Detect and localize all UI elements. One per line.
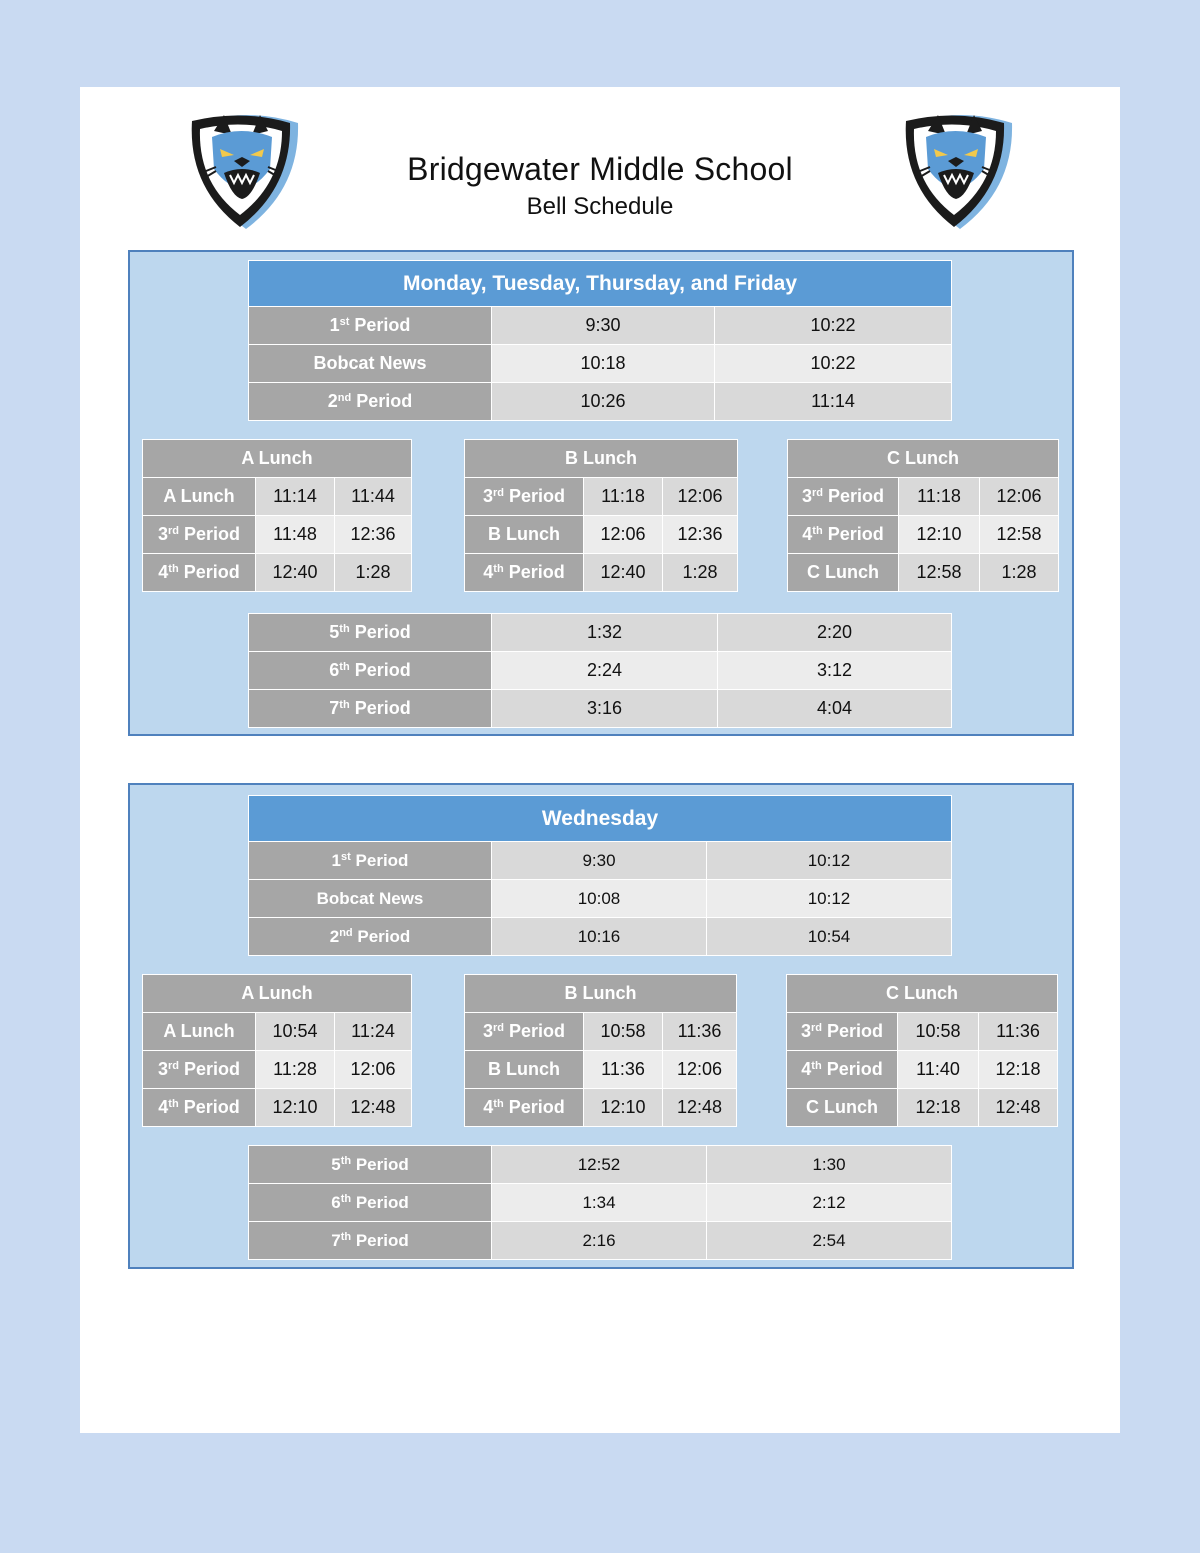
period-label: 5th Period	[249, 1146, 492, 1184]
b-lunch-table	[464, 439, 738, 592]
start-time: 11:14	[256, 478, 335, 516]
period-label: 5th Period	[249, 614, 492, 652]
start-time: 3:16	[492, 690, 718, 728]
period-label: A Lunch	[143, 478, 256, 516]
start-time: 10:16	[492, 918, 707, 956]
table-row	[465, 1013, 737, 1051]
end-time: 10:12	[707, 880, 952, 918]
start-time: 12:10	[584, 1089, 663, 1127]
morning-table	[248, 260, 952, 421]
start-time: 10:26	[492, 383, 715, 421]
table-row	[787, 1013, 1058, 1051]
schedule-section-wednesday	[128, 783, 1074, 1269]
start-time: 10:54	[256, 1013, 335, 1051]
end-time: 12:06	[663, 1051, 737, 1089]
period-label: 6th Period	[249, 1184, 492, 1222]
start-time: 12:52	[492, 1146, 707, 1184]
table-row	[465, 554, 738, 592]
end-time: 10:22	[715, 307, 952, 345]
bobcat-shield-icon	[900, 109, 1020, 233]
start-time: 12:40	[584, 554, 663, 592]
period-label: 3rd Period	[787, 1013, 898, 1051]
end-time: 11:36	[979, 1013, 1058, 1051]
schedule-page	[80, 87, 1120, 1433]
period-label: 4th Period	[465, 1089, 584, 1127]
table-row	[249, 614, 952, 652]
period-label: 3rd Period	[143, 1051, 256, 1089]
c-lunch-table	[786, 974, 1058, 1127]
start-time: 9:30	[492, 307, 715, 345]
period-label: Bobcat News	[249, 880, 492, 918]
start-time: 12:10	[256, 1089, 335, 1127]
start-time: 12:06	[584, 516, 663, 554]
c-lunch-table	[787, 439, 1059, 592]
table-row	[249, 842, 952, 880]
period-label: 2nd Period	[249, 383, 492, 421]
table-row	[249, 1222, 952, 1260]
start-time: 11:40	[898, 1051, 979, 1089]
period-label: 1st Period	[249, 842, 492, 880]
period-label: 7th Period	[249, 1222, 492, 1260]
end-time: 2:54	[707, 1222, 952, 1260]
start-time: 12:10	[899, 516, 980, 554]
table-row	[788, 478, 1059, 516]
period-label: 4th Period	[465, 554, 584, 592]
lunch-header: A Lunch	[143, 440, 412, 478]
end-time: 2:12	[707, 1184, 952, 1222]
table-row	[249, 918, 952, 956]
end-time: 11:24	[335, 1013, 412, 1051]
period-label: B Lunch	[465, 1051, 584, 1089]
end-time: 12:48	[335, 1089, 412, 1127]
morning-table	[248, 795, 952, 956]
end-time: 12:48	[979, 1089, 1058, 1127]
end-time: 10:22	[715, 345, 952, 383]
schedule-subtitle: Bell Schedule	[526, 193, 674, 220]
start-time: 11:36	[584, 1051, 663, 1089]
table-row	[788, 554, 1059, 592]
afternoon-table	[248, 1145, 952, 1260]
start-time: 12:58	[899, 554, 980, 592]
table-row	[249, 345, 952, 383]
start-time: 10:58	[898, 1013, 979, 1051]
period-label: C Lunch	[787, 1089, 898, 1127]
table-row	[143, 516, 412, 554]
period-label: 3rd Period	[465, 478, 584, 516]
end-time: 1:30	[707, 1146, 952, 1184]
table-row	[143, 1013, 412, 1051]
period-label: 4th Period	[143, 1089, 256, 1127]
lunch-header: B Lunch	[465, 440, 738, 478]
afternoon-table	[248, 613, 952, 728]
start-time: 11:28	[256, 1051, 335, 1089]
schedule-day-header: Wednesday	[249, 796, 952, 842]
table-row	[143, 554, 412, 592]
end-time: 10:12	[707, 842, 952, 880]
end-time: 4:04	[718, 690, 952, 728]
table-row	[787, 1051, 1058, 1089]
end-time: 12:18	[979, 1051, 1058, 1089]
school-title: Bridgewater Middle School	[407, 151, 793, 187]
period-label: 4th Period	[143, 554, 256, 592]
start-time: 1:34	[492, 1184, 707, 1222]
lunch-header: A Lunch	[143, 975, 412, 1013]
start-time: 9:30	[492, 842, 707, 880]
end-time: 1:28	[335, 554, 412, 592]
end-time: 12:06	[335, 1051, 412, 1089]
end-time: 12:36	[663, 516, 738, 554]
table-row	[249, 1184, 952, 1222]
end-time: 12:06	[980, 478, 1059, 516]
table-row	[249, 690, 952, 728]
a-lunch-table	[142, 439, 412, 592]
start-time: 11:18	[584, 478, 663, 516]
start-time: 11:48	[256, 516, 335, 554]
period-label: 2nd Period	[249, 918, 492, 956]
period-label: 6th Period	[249, 652, 492, 690]
end-time: 1:28	[980, 554, 1059, 592]
table-row	[249, 652, 952, 690]
end-time: 3:12	[718, 652, 952, 690]
end-time: 1:28	[663, 554, 738, 592]
schedule-section-regular	[128, 250, 1074, 736]
table-row	[143, 478, 412, 516]
start-time: 11:18	[899, 478, 980, 516]
a-lunch-table	[142, 974, 412, 1127]
end-time: 12:58	[980, 516, 1059, 554]
bobcat-logo-right	[900, 109, 1020, 233]
period-label: 3rd Period	[788, 478, 899, 516]
table-row	[465, 1051, 737, 1089]
table-row	[465, 516, 738, 554]
period-label: 4th Period	[788, 516, 899, 554]
start-time: 10:58	[584, 1013, 663, 1051]
table-row	[249, 383, 952, 421]
end-time: 12:36	[335, 516, 412, 554]
lunch-header: C Lunch	[787, 975, 1058, 1013]
table-row	[787, 1089, 1058, 1127]
lunch-header: C Lunch	[788, 440, 1059, 478]
table-row	[249, 880, 952, 918]
table-row	[249, 307, 952, 345]
period-label: 4th Period	[787, 1051, 898, 1089]
table-row	[788, 516, 1059, 554]
b-lunch-table	[464, 974, 737, 1127]
period-label: 1st Period	[249, 307, 492, 345]
table-row	[143, 1051, 412, 1089]
table-row	[465, 1089, 737, 1127]
end-time: 2:20	[718, 614, 952, 652]
period-label: 7th Period	[249, 690, 492, 728]
end-time: 12:06	[663, 478, 738, 516]
period-label: 3rd Period	[143, 516, 256, 554]
start-time: 12:40	[256, 554, 335, 592]
schedule-day-header: Monday, Tuesday, Thursday, and Friday	[249, 261, 952, 307]
start-time: 10:18	[492, 345, 715, 383]
period-label: C Lunch	[788, 554, 899, 592]
period-label: B Lunch	[465, 516, 584, 554]
start-time: 12:18	[898, 1089, 979, 1127]
start-time: 2:16	[492, 1222, 707, 1260]
period-label: A Lunch	[143, 1013, 256, 1051]
start-time: 1:32	[492, 614, 718, 652]
end-time: 10:54	[707, 918, 952, 956]
end-time: 11:14	[715, 383, 952, 421]
start-time: 10:08	[492, 880, 707, 918]
table-row	[143, 1089, 412, 1127]
end-time: 11:36	[663, 1013, 737, 1051]
table-row	[249, 1146, 952, 1184]
end-time: 11:44	[335, 478, 412, 516]
period-label: 3rd Period	[465, 1013, 584, 1051]
table-row	[465, 478, 738, 516]
period-label: Bobcat News	[249, 345, 492, 383]
start-time: 2:24	[492, 652, 718, 690]
lunch-header: B Lunch	[465, 975, 737, 1013]
end-time: 12:48	[663, 1089, 737, 1127]
